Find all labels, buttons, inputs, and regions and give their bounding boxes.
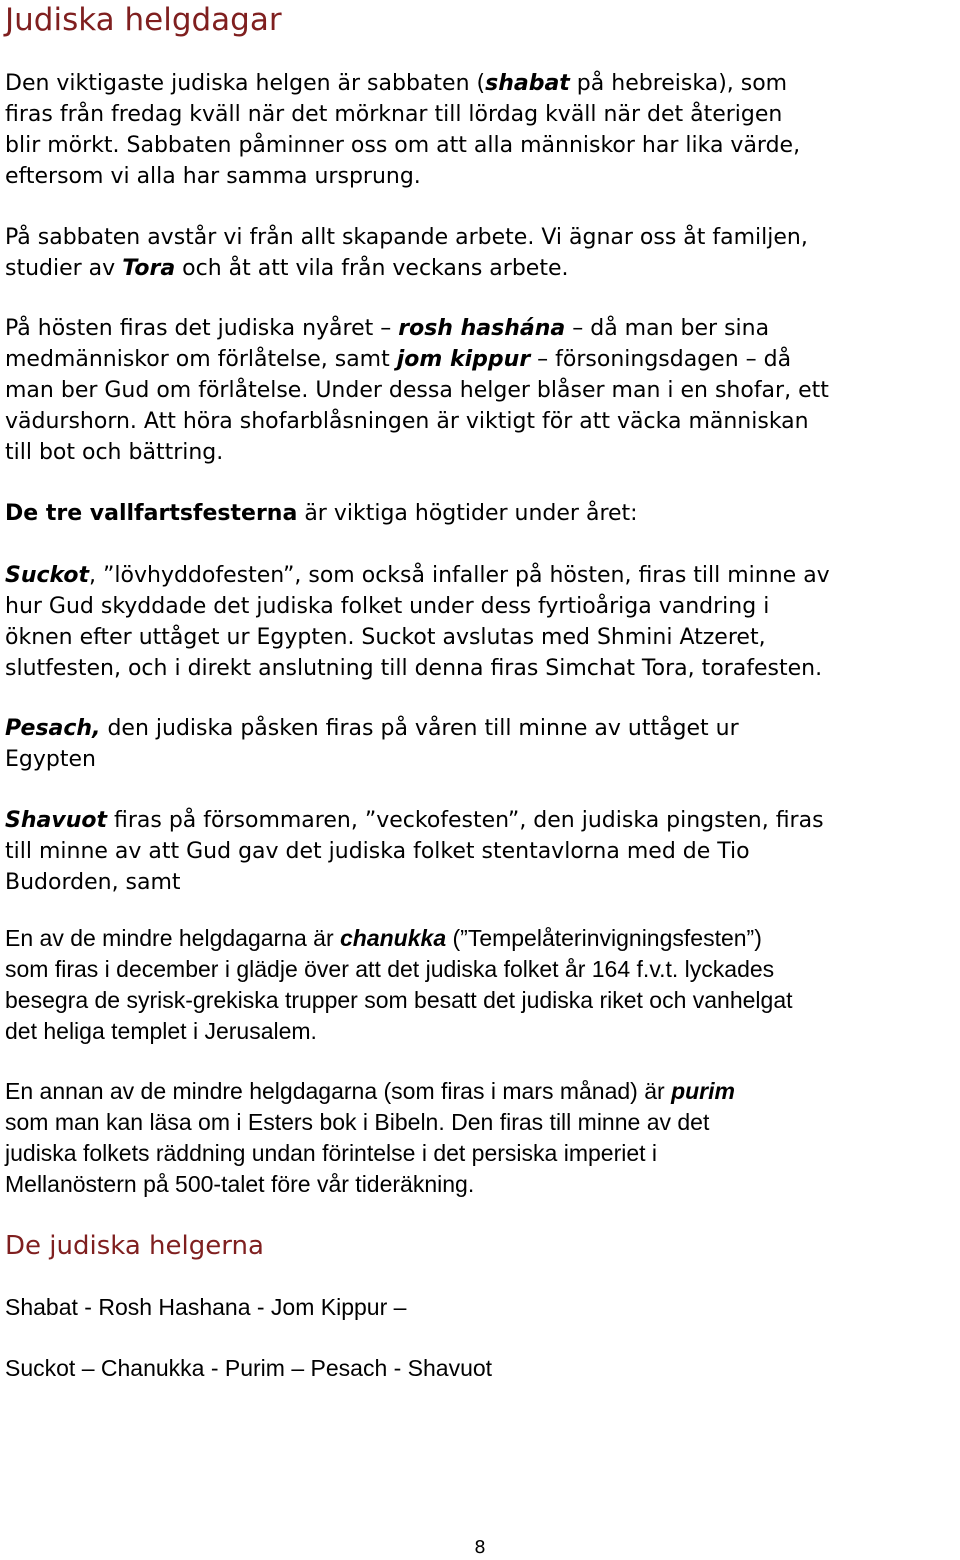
section-heading: De judiska helgerna bbox=[5, 1231, 264, 1261]
text-line bbox=[5, 923, 959, 954]
page-title: Judiska helgdagar bbox=[5, 2, 282, 38]
text-line: Budorden, samt bbox=[5, 870, 181, 895]
text-run: En av de mindre helgdagarna är bbox=[5, 925, 340, 951]
term-vallfartsfesterna: De tre vallfartsfesterna bbox=[5, 501, 298, 526]
text-line: till bot och bättring. bbox=[5, 440, 224, 465]
paragraph-suckot bbox=[5, 560, 959, 684]
text-line bbox=[5, 313, 959, 344]
text-line bbox=[5, 1076, 959, 1107]
text-line bbox=[5, 344, 959, 375]
term-rosh-hashana: rosh hashána bbox=[398, 316, 566, 341]
text-run: På hösten firas det judiska nyåret – bbox=[5, 316, 399, 341]
text-run: – försoningsdagen – då bbox=[530, 347, 792, 372]
text-run: och åt att vila från veckans arbete. bbox=[175, 256, 569, 281]
page-number: 8 bbox=[474, 1537, 486, 1558]
text-run: , ”lövhyddofesten”, som också infaller på hösten, firas till minne av bbox=[89, 563, 830, 588]
text-line: eftersom vi alla har samma ursprung. bbox=[5, 164, 421, 189]
holiday-list-line-2: Suckot – Chanukka - Purim – Pesach - Shavuot bbox=[5, 1355, 493, 1381]
text-line: Mellanöstern på 500-talet före vår tideräkning. bbox=[5, 1171, 475, 1197]
text-line bbox=[5, 253, 959, 284]
text-line: judiska folkets räddning undan förintelse i det persiska imperiet i bbox=[5, 1140, 658, 1166]
text-line bbox=[5, 805, 959, 836]
text-line: firas från fredag kväll när det mörknar till lördag kväll när det återigen bbox=[5, 102, 783, 127]
term-pesach: Pesach, bbox=[5, 716, 101, 741]
term-shavuot: Shavuot bbox=[5, 808, 107, 833]
text-line: hur Gud skyddade det judiska folket under dess fyrtioåriga vandring i bbox=[5, 594, 770, 619]
text-line: besegra de syrisk-grekiska trupper som besatt det judiska riket och vanhelgat bbox=[5, 987, 793, 1013]
paragraph-sabbath bbox=[5, 68, 959, 192]
term-chanukka: chanukka bbox=[340, 925, 447, 951]
text-line bbox=[5, 560, 959, 591]
text-line bbox=[5, 68, 959, 99]
text-line: vädurshorn. Att höra shofarblåsningen är viktigt för att väcka människan bbox=[5, 409, 809, 434]
text-line: man ber Gud om förlåtelse. Under dessa helger blåser man i en shofar, ett bbox=[5, 378, 829, 403]
text-run: En annan av de mindre helgdagarna (som firas i mars månad) är bbox=[5, 1078, 672, 1104]
text-run: – då man ber sina bbox=[565, 316, 770, 341]
paragraph-pilgrimage-intro bbox=[5, 498, 959, 529]
text-run: är viktiga högtider under året: bbox=[297, 501, 638, 526]
holiday-list-line-1: Shabat - Rosh Hashana - Jom Kippur – bbox=[5, 1294, 407, 1320]
term-jom-kippur: jom kippur bbox=[396, 347, 531, 372]
text-run: Den viktigaste judiska helgen är sabbaten ( bbox=[5, 71, 486, 96]
text-run: firas på försommaren, ”veckofesten”, den judiska pingsten, firas bbox=[107, 808, 824, 833]
text-line: Egypten bbox=[5, 747, 96, 772]
text-line: öknen efter uttåget ur Egypten. Suckot avslutas med Shmini Atzeret, bbox=[5, 625, 766, 650]
text-line: som man kan läsa om i Esters bok i Bibeln. Den firas till minne av det bbox=[5, 1109, 710, 1135]
text-run: studier av bbox=[5, 256, 123, 281]
paragraph-purim bbox=[5, 1076, 959, 1200]
text-line bbox=[5, 713, 959, 744]
text-line: slutfesten, och i direkt anslutning till denna firas Simchat Tora, torafesten. bbox=[5, 656, 823, 681]
text-run: (”Tempelåterinvigningsfesten”) bbox=[446, 925, 762, 951]
text-line: det heliga templet i Jerusalem. bbox=[5, 1018, 317, 1044]
text-line bbox=[5, 498, 959, 529]
paragraph-chanukka bbox=[5, 923, 959, 1047]
text-line: På sabbaten avstår vi från allt skapande arbete. Vi ägnar oss åt familjen, bbox=[5, 225, 808, 250]
paragraph-new-year bbox=[5, 313, 959, 468]
paragraph-sabbath-rest bbox=[5, 222, 959, 284]
text-run: den judiska påsken firas på våren till minne av uttåget ur bbox=[100, 716, 739, 741]
text-run: på hebreiska), som bbox=[569, 71, 788, 96]
term-shabat: shabat bbox=[485, 71, 570, 96]
text-run: medmänniskor om förlåtelse, samt bbox=[5, 347, 397, 372]
text-line: till minne av att Gud gav det judiska folket stentavlorna med de Tio bbox=[5, 839, 750, 864]
text-line: som firas i december i glädje över att det judiska folket år 164 f.v.t. lyckades bbox=[5, 956, 775, 982]
text-line: blir mörkt. Sabbaten påminner oss om att alla människor har lika värde, bbox=[5, 133, 801, 158]
paragraph-pesach bbox=[5, 713, 959, 775]
term-suckot: Suckot bbox=[5, 563, 90, 588]
term-tora: Tora bbox=[122, 256, 176, 281]
paragraph-shavuot bbox=[5, 805, 959, 898]
term-purim: purim bbox=[671, 1078, 735, 1104]
